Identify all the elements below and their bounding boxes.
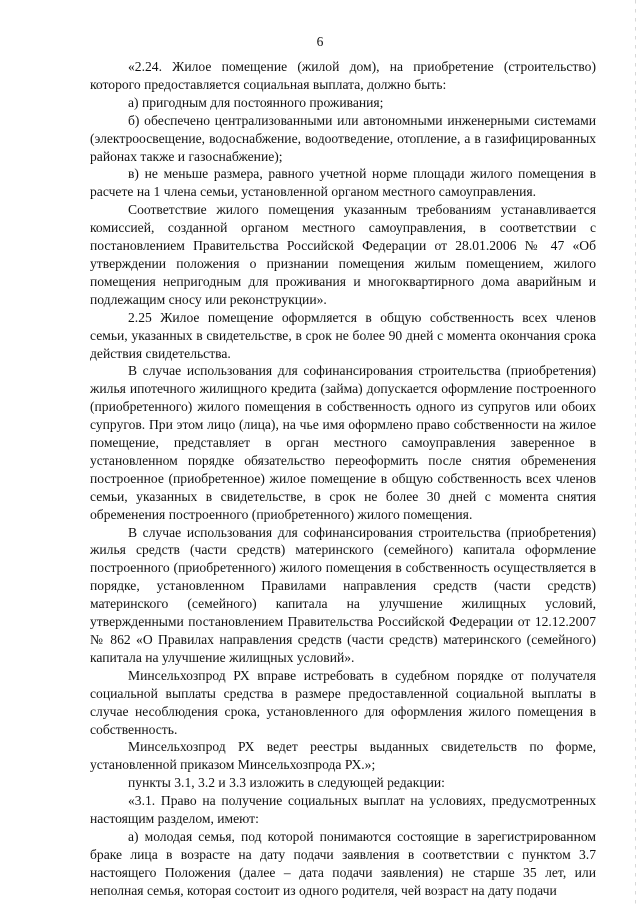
paragraph-amend-points: пункты 3.1, 3.2 и 3.3 изложить в следующей редакции: [128,775,445,791]
scan-edge-artifact [635,0,636,905]
paragraph-court-recovery: Минсельхозпрод РХ вправе истребовать в судебном порядке от получателя социальной выплаты средства в размере предоставленной социальной выплаты в случае несоблюдения срока, установленного для оформления жилого помещения в собственность. [90,667,596,737]
paragraph-2-25: 2.25 Жилое помещение оформляется в общую собственность всех членов семьи, указанных в свидетельстве, в срок не более 90 дней с момента окончания срока действия свидетельства. [90,309,596,361]
paragraph-mortgage-case: В случае использования для софинансирования строительства (приобретения) жилья ипотечного жилищного кредита (займа) допускается оформление построенного (приобретенного) жилого помещения в собственность одного из супругов или обоих супругов. При этом лицо (лица), на чье имя оформлено право собственности на жилое помещение, представляет в орган местного самоуправления заверенное в установленном порядке обязательство переоформить после снятия обременения построенное (приобретенное) жилое помещение в общую собственность всех членов семьи, указанных в свидетельстве, в срок не более 30 дней с момента снятия обременения построенного (приобретенного) жилого помещения. [90,363,596,522]
paragraph-compliance: Соответствие жилого помещения указанным требованиям устанавливается комиссией, созданной органом местного самоуправления, в соответствии с постановлением Правительства Российской Федерации от 28.01.2006 № 47 «Об утверждении положения о признании помещения жилым помещением, жилого помещения непригодным для проживания и многоквартирного дома аварийным и подлежащим сносу или реконструкции». [90,202,596,307]
paragraph-2-24-intro: «2.24. Жилое помещение (жилой дом), на приобретение (строительство) которого предоставляется социальная выплата, должно быть: [90,59,596,92]
paragraph-item-v: в) не меньше размера, равного учетной норме площади жилого помещения в расчете на 1 члена семьи, установленной органом местного самоуправления. [90,166,596,200]
page-number: 6 [316,34,324,49]
paragraph-3-1-item-a: а) молодая семья, под которой понимаются состоящие в зарегистрированном браке лица в возрасте на дату подачи заявления в соответствии с пунктом 3.7 настоящего Положения (далее – дата подачи заявления) не старше 35 лет, или неполная семья, которая состоит из одного родителя, чей возраст на дату подачи [90,828,596,898]
document-body [90,58,596,900]
paragraph-item-b: б) обеспечено централизованными или автономными инженерными системами (электроосвещение, водоснабжение, водоотведение, отопление, а в газифицированных районах также и газоснабжение); [90,112,596,164]
paragraph-item-a: а) пригодным для постоянного проживания; [128,94,384,110]
paragraph-maternity-capital-case: В случае использования для софинансирования строительства (приобретения) жилья средств (части средств) материнского (семейного) капитала оформление построенного (приобретенного) жилого помещения в собственность осуществляется в порядке, установленном Правилами направления средств (части средств) материнского (семейного) капитала на улучшение жилищных условий, утвержденными постановлением Правительства Российской Федерации от 12.12.2007 № 862 «О Правилах направления средств (части средств) материнского (семейного) капитала на улучшение жилищных условий». [90,524,596,665]
paragraph-registry: Минсельхозпрод РХ ведет реестры выданных свидетельств по форме, установленной приказом Минсельхозпрода РХ.»; [90,739,596,773]
paragraph-3-1: «3.1. Право на получение социальных выплат на условиях, предусмотренных настоящим разделом, имеют: [90,793,596,827]
